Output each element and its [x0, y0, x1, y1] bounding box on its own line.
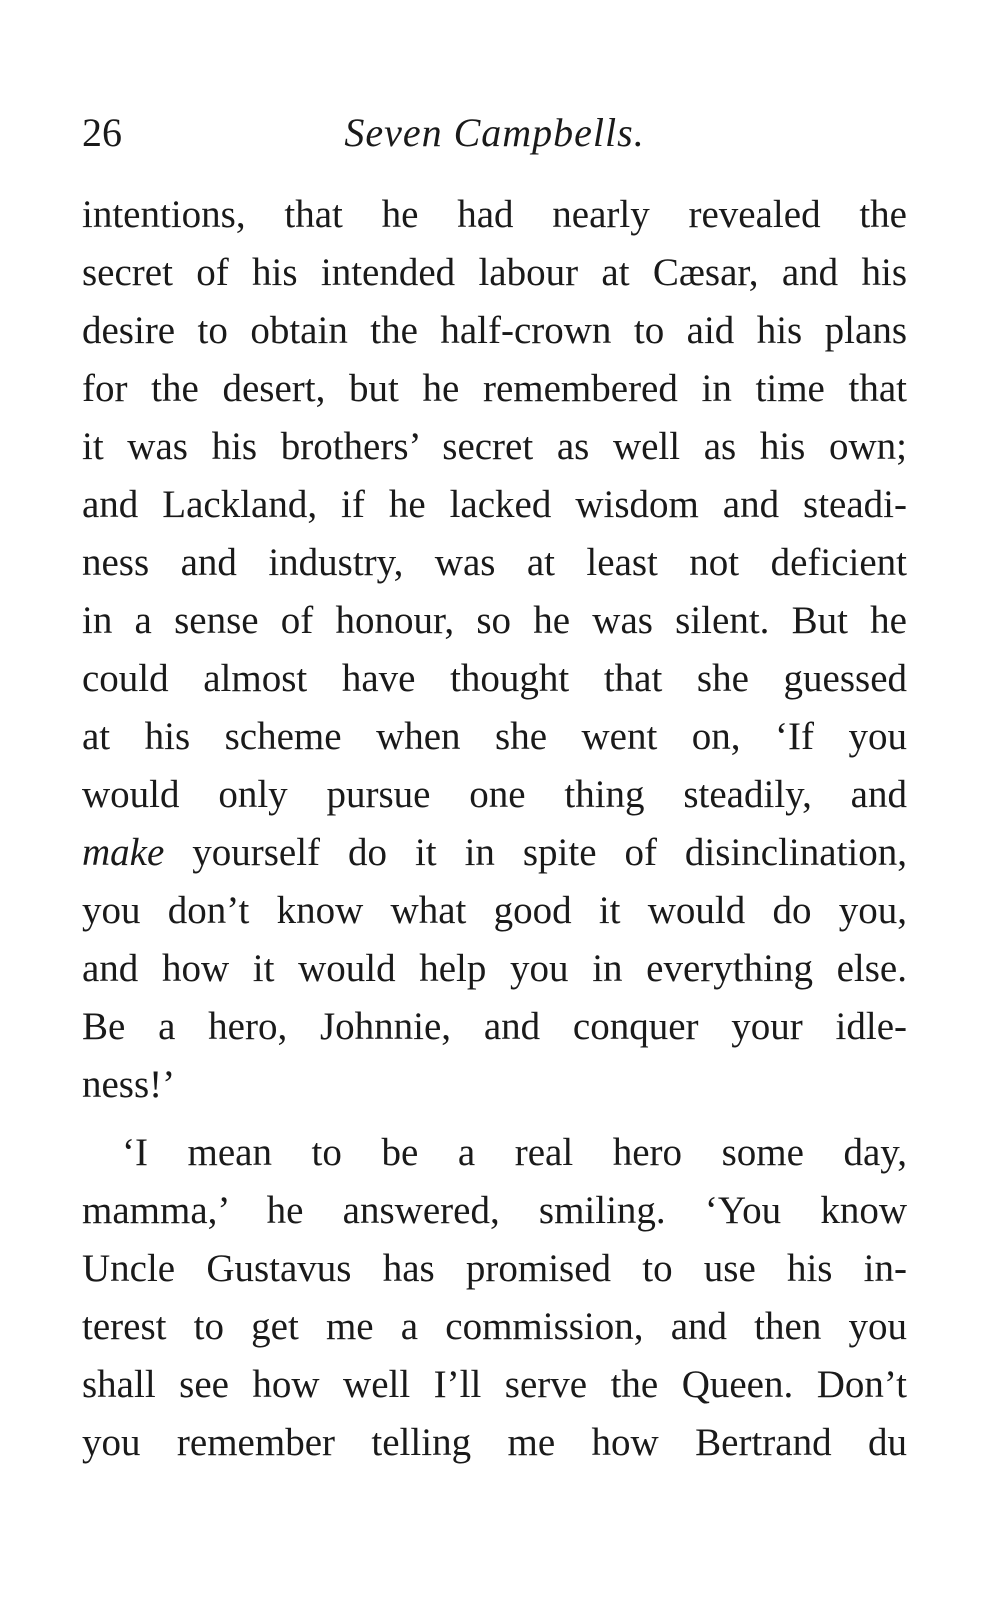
page-number: 26 — [82, 110, 122, 155]
text-line: ness and industry, was at least not deficient — [82, 541, 907, 584]
paragraph-start-line: ‘I mean to be a real hero some day, — [122, 1131, 907, 1174]
running-head — [82, 108, 907, 158]
text-line: and Lackland, if he lacked wisdom and steadi- — [82, 483, 907, 526]
text-line: shall see how well I’ll serve the Queen. Don’t — [82, 1363, 907, 1406]
text-line: in a sense of honour, so he was silent. But he — [82, 599, 907, 642]
body-text — [82, 186, 907, 1472]
text-line: and how it would help you in everything else. — [82, 947, 907, 990]
text-line: Be a hero, Johnnie, and conquer your idle- — [82, 1005, 907, 1048]
text-line: you don’t know what good it would do you, — [82, 889, 907, 932]
emphasis-text: make — [82, 831, 165, 874]
text-line: it was his brothers’ secret as well as his own; — [82, 425, 907, 468]
text-line: make yourself do it in spite of disinclination, — [82, 831, 907, 874]
text-line: terest to get me a commission, and then you — [82, 1305, 907, 1348]
text-line: at his scheme when she went on, ‘If you — [82, 715, 907, 758]
text-line: secret of his intended labour at Cæsar, and his — [82, 251, 907, 294]
text-line: could almost have thought that she guessed — [82, 657, 907, 700]
text-line: you remember telling me how Bertrand du — [82, 1421, 907, 1464]
running-title: Seven Campbells. — [344, 110, 645, 155]
text-line: intentions, that he had nearly revealed the — [82, 193, 907, 236]
text-line: desire to obtain the half-crown to aid his plans — [82, 309, 907, 352]
paragraph-end-line: ness!’ — [82, 1063, 176, 1106]
text-line: Uncle Gustavus has promised to use his in- — [82, 1247, 907, 1290]
text-line: mamma,’ he answered, smiling. ‘You know — [82, 1189, 907, 1232]
text-line: would only pursue one thing steadily, and — [82, 773, 907, 816]
text-line: for the desert, but he remembered in time that — [82, 367, 907, 410]
